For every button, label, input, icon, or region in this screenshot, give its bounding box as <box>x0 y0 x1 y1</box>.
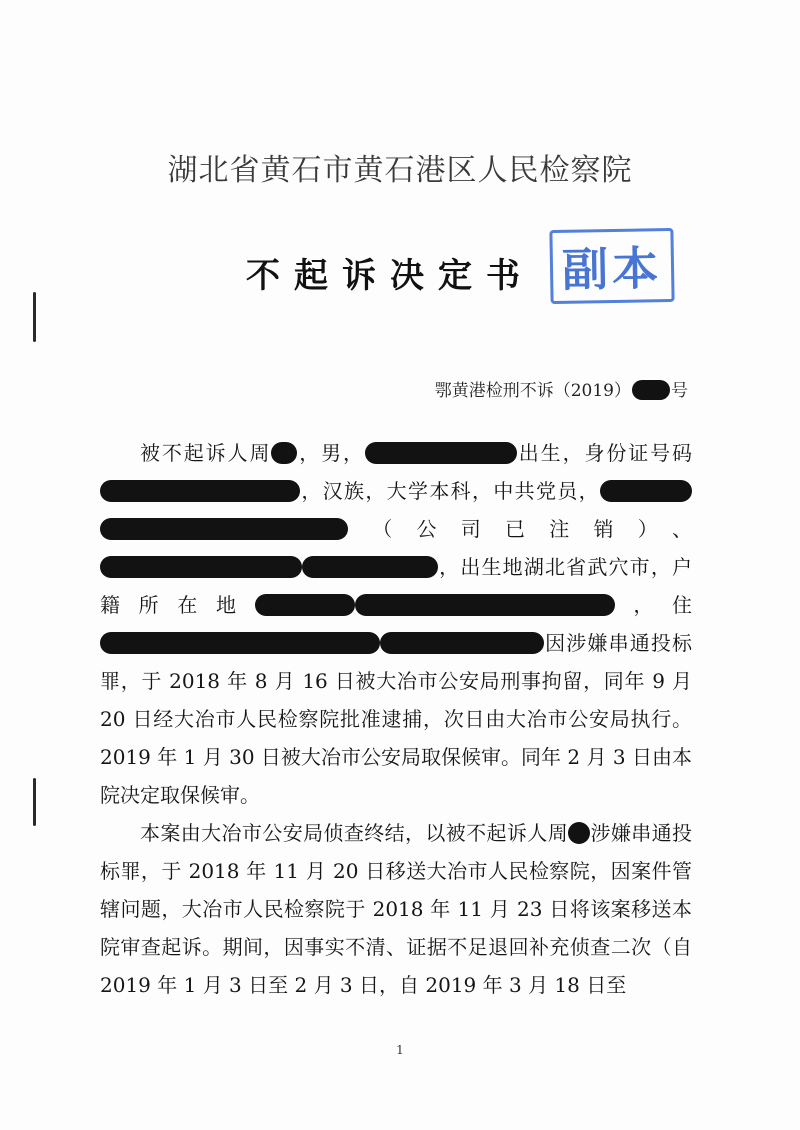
organization-name: 湖北省黄石市黄石港区人民检察院 <box>167 153 633 188</box>
text-segment: （公司已注销）、 <box>348 517 692 541</box>
text-segment: ，男， <box>297 441 365 465</box>
redaction-mark <box>100 518 348 540</box>
doc-number-prefix: 鄂黄港检刑不诉（2019） <box>434 381 631 401</box>
text-segment: 因涉嫌串通投标罪，于 2018 年 8 月 16 日被大冶市公安局刑事拘留，同年 9 月 20 日经大冶市人民检察院批准逮捕，次日由大冶市公安局执行。2019 年 1 月 30 日被大冶市公安局取保候审。同年 2 月 3 日由本院决定取保候审。 <box>100 631 692 807</box>
redaction-mark <box>355 594 615 616</box>
redaction-mark <box>100 632 380 654</box>
redaction-mark <box>302 556 438 578</box>
paragraph-case-history <box>100 814 692 1004</box>
copy-stamp: 副本 <box>549 228 674 304</box>
document-body <box>100 434 692 1004</box>
redaction-mark <box>568 822 590 844</box>
text-segment: ，出生地湖北省武穴市，户籍所在地 <box>100 555 692 617</box>
redaction-mark <box>255 594 355 616</box>
text-segment: ，汉族，大学本科，中共党员， <box>300 479 600 503</box>
binding-mark-top <box>33 292 36 342</box>
redaction-mark <box>100 480 300 502</box>
text-segment: 出生，身份证号码 <box>516 441 693 465</box>
text-segment: 被不起诉人周 <box>140 441 272 465</box>
binding-mark-bottom <box>33 778 36 826</box>
redaction-mark <box>100 556 302 578</box>
redaction-mark <box>600 480 692 502</box>
redaction-mark <box>365 442 517 464</box>
text-segment: 涉嫌串通投标罪，于 2018 年 11 月 20 日移送大冶市人民检察院，因案件管辖问题，大冶市人民检察院于 2018 年 11 月 23 日将该案移送本院审查起诉。期间，因事实不清、证据不足退回补充侦查二次（自 2019 年 1 月 3 日至 2 月 3 日，自 2019 年 3 月 18 日至 <box>100 821 693 997</box>
redaction-mark <box>632 380 670 400</box>
redaction-mark <box>271 442 297 464</box>
doc-number-suffix: 号 <box>671 381 688 401</box>
text-segment: 本案由大冶市公安局侦查终结，以被不起诉人周 <box>140 821 569 845</box>
redaction-mark <box>380 632 544 654</box>
text-segment: ，住 <box>614 593 693 617</box>
document-title: 不起诉决定书 <box>246 256 534 296</box>
document-number <box>435 376 688 401</box>
page-number: 1 <box>396 1043 404 1057</box>
paragraph-defendant-info <box>100 434 692 814</box>
